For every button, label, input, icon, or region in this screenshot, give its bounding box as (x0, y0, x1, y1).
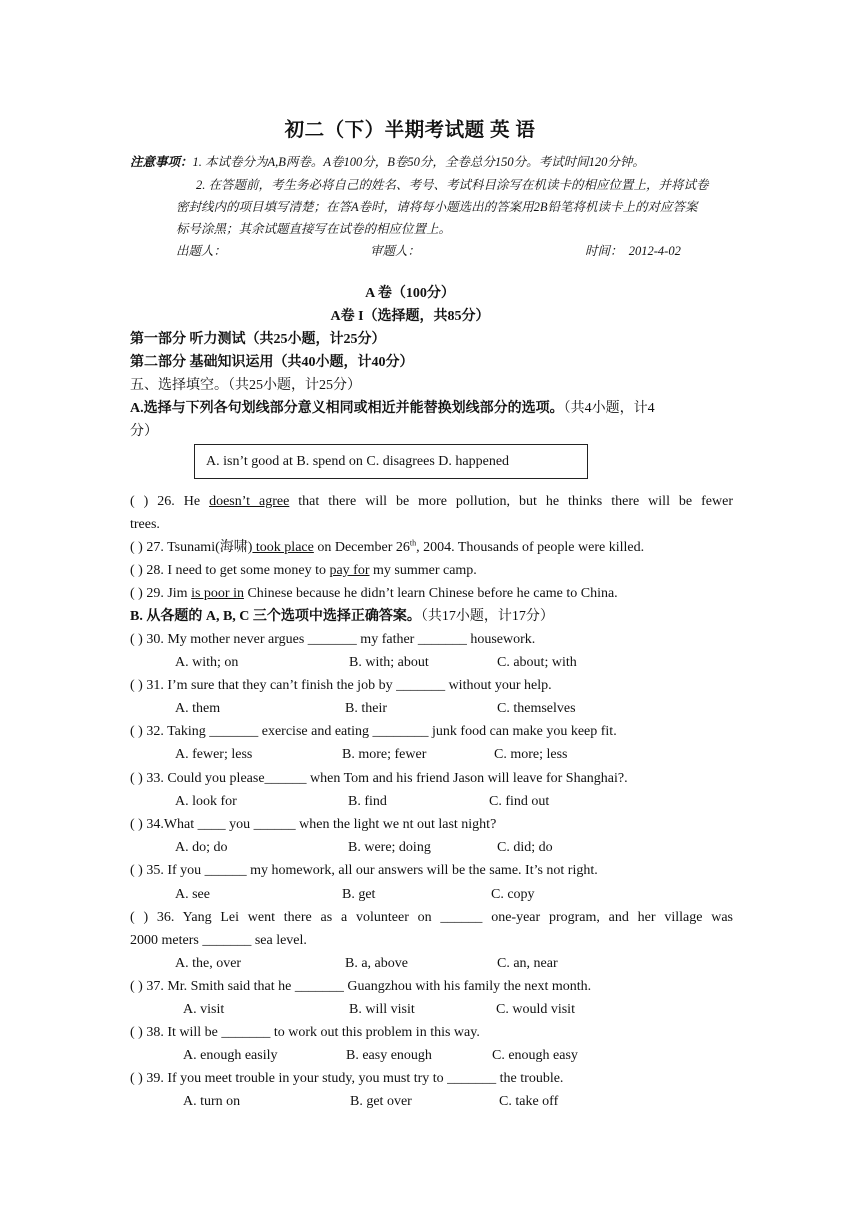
section-b-instruction (130, 608, 554, 626)
q30-option-c: C. about; with (497, 655, 577, 670)
note-line-1 (130, 154, 645, 170)
note-2-line-2: 密封线内的项目填写清楚；在答A卷时，请将每小题选出的答案用2B铅笔将机读卡上的对应答案 (176, 200, 698, 214)
q30-option-b: B. with; about (349, 655, 429, 670)
q27-rest: , 2004. Thousands of people were killed. (416, 540, 645, 555)
word-box (194, 444, 588, 479)
q38-option-a: A. enough easily (183, 1048, 278, 1063)
question-26 (130, 493, 733, 511)
page-title: 初二（下）半期考试题 英 语 (284, 120, 536, 141)
q35-option-b: B. get (342, 887, 376, 902)
q26-underlined: doesn’t agree (209, 494, 290, 509)
q34-option-b: B. were; doing (348, 840, 431, 855)
question-34: ( ) 34.What ____ you ______ when the light we nt out last night? (130, 817, 497, 832)
q37-option-b: B. will visit (349, 1002, 415, 1017)
section5-heading: 五、选择填空。（共25小题，计25分） (130, 378, 361, 393)
q36-option-c: C. an, near (497, 956, 558, 971)
part2-heading: 第二部分 基础知识运用（共40小题，计40分） (130, 355, 414, 370)
q35-option-c: C. copy (491, 887, 535, 902)
q27-sup: th (409, 538, 417, 548)
q27-prefix: ( ) 27. Tsunami(海啸) (130, 540, 253, 555)
question-31: ( ) 31. I’m sure that they can’t finish the job by _______ without your help. (130, 678, 552, 693)
question-39: ( ) 39. If you meet trouble in your study, you must try to _______ the trouble. (130, 1071, 564, 1086)
q31-option-c: C. themselves (497, 701, 576, 716)
section-a-instruction (130, 400, 655, 418)
question-37: ( ) 37. Mr. Smith said that he _______ Guangzhou with his family the next month. (130, 979, 592, 994)
question-33: ( ) 33. Could you please______ when Tom and his friend Jason will leave for Shanghai?. (130, 771, 628, 786)
question-38: ( ) 38. It will be _______ to work out this problem in this way. (130, 1025, 480, 1040)
question-29 (130, 585, 618, 603)
q36-option-a: A. the, over (175, 956, 242, 971)
author-label: 出题人： (176, 244, 227, 258)
question-36: ( ) 36. Yang Lei went there as a volunteer on ______ one-year program, and her village was (130, 910, 733, 925)
q26-line2: trees. (130, 517, 160, 532)
q26-prefix: ( ) 26. He (130, 494, 210, 509)
reviewer-label: 审题人： (370, 244, 421, 258)
q33-option-c: C. find out (489, 794, 550, 809)
note-2-line-1: 2. 在答题前，考生务必将自己的姓名、考号、考试科目涂写在机读卡的相应位置上，并将试卷 (196, 178, 709, 192)
volume-a1-heading: A卷 I（选择题，共85分） (330, 309, 490, 324)
question-32: ( ) 32. Taking _______ exercise and eating ________ junk food can make you keep fit. (130, 724, 617, 739)
q27-mid: on December 26 (313, 540, 410, 555)
q28-prefix: ( ) 28. I need to get some money to (130, 563, 330, 578)
section-a-rest: （共4小题，计4 (563, 401, 655, 416)
q34-option-c: C. did; do (497, 840, 553, 855)
time-line (585, 243, 681, 259)
q29-rest: Chinese because he didn’t learn Chinese before he came to China. (243, 586, 618, 601)
q37-option-c: C. would visit (496, 1002, 575, 1017)
q33-option-a: A. look for (175, 794, 237, 809)
q33-option-b: B. find (348, 794, 387, 809)
note-label: 注意事项： (130, 155, 193, 169)
q34-option-a: A. do; do (175, 840, 228, 855)
q31-option-a: A. them (175, 701, 221, 716)
q37-option-a: A. visit (183, 1002, 225, 1017)
part1-heading: 第一部分 听力测试（共25小题，计25分） (130, 332, 386, 347)
q36-option-b: B. a, above (345, 956, 408, 971)
time-label: 时间： (585, 244, 623, 258)
question-28 (130, 562, 477, 580)
q29-prefix: ( ) 29. Jim (130, 586, 192, 601)
q39-option-b: B. get over (350, 1094, 412, 1109)
q26-rest: that there will be more pollution, but he thinks there will be fewer (289, 494, 733, 509)
section-a-bold: A.选择与下列各句划线部分意义相同或相近并能替换划线部分的选项。 (130, 401, 564, 416)
volume-a-heading: A 卷（100分） (365, 286, 455, 301)
word-box-text: A. isn’t good at B. spend on C. disagrees D. happened (206, 454, 510, 469)
section-b-bold: B. 从各题的 A, B, C 三个选项中选择正确答案。 (130, 609, 421, 624)
q31-option-b: B. their (345, 701, 387, 716)
time-value: 2012-4-02 (628, 244, 681, 258)
note-1: 1. 本试卷分为A,B两卷。A卷100分，B卷50分，全卷总分150分。考试时间120分钟。 (192, 155, 645, 169)
q39-option-c: C. take off (499, 1094, 559, 1109)
q38-option-c: C. enough easy (492, 1048, 578, 1063)
note-2-line-3: 标号涂黑；其余试题直接写在试卷的相应位置上。 (176, 222, 452, 236)
q27-underlined: took place (252, 540, 314, 555)
q30-option-a: A. with; on (175, 655, 239, 670)
q35-option-a: A. see (175, 887, 210, 902)
q29-underlined: is poor in (191, 586, 244, 601)
q32-option-a: A. fewer; less (175, 747, 253, 762)
q32-option-b: B. more; fewer (342, 747, 427, 762)
q36-line2: 2000 meters _______ sea level. (130, 933, 307, 948)
q32-option-c: C. more; less (494, 747, 568, 762)
question-27 (130, 539, 644, 557)
question-35: ( ) 35. If you ______ my homework, all our answers will be the same. It’s not right. (130, 863, 598, 878)
section-a-line2: 分） (130, 424, 158, 439)
q28-underlined: pay for (329, 563, 370, 578)
section-b-rest: （共17小题，计17分） (420, 609, 554, 624)
question-30: ( ) 30. My mother never argues _______ my father _______ housework. (130, 632, 536, 647)
q38-option-b: B. easy enough (346, 1048, 432, 1063)
q39-option-a: A. turn on (183, 1094, 241, 1109)
q28-rest: my summer camp. (369, 563, 477, 578)
